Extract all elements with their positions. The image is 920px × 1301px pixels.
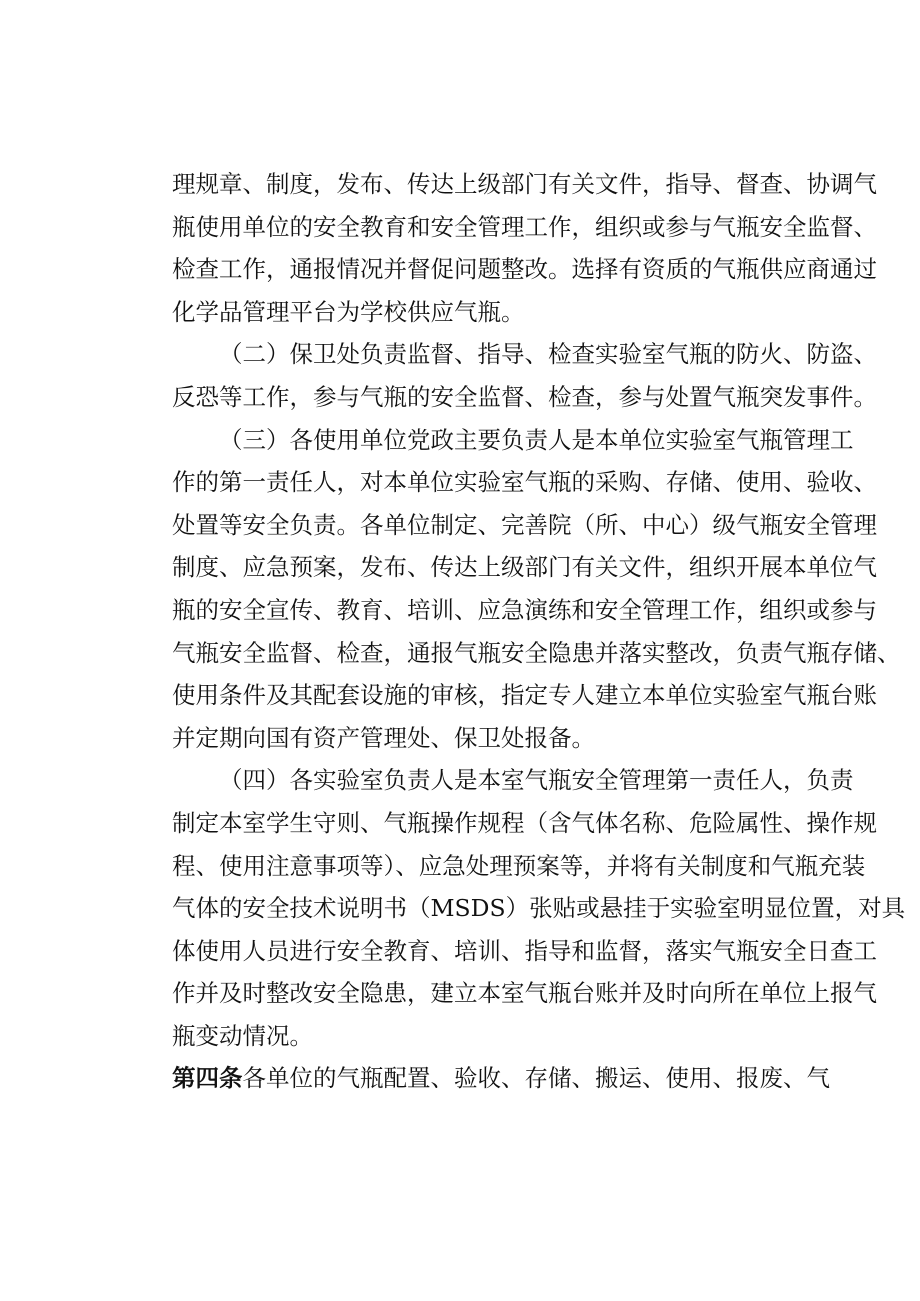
text-line: 瓶的安全宣传、教育、培训、应急演练和安全管理工作，组织或参与 (172, 595, 877, 624)
article-4-line (172, 1057, 830, 1100)
document-body (172, 163, 906, 1100)
text-line: 瓶使用单位的安全教育和安全管理工作，组织或参与气瓶安全监督、 (172, 212, 877, 241)
text-line: 作并及时整改安全隐患，建立本室气瓶台账并及时向所在单位上报气 (172, 979, 877, 1008)
paragraph-2-start: （二）保卫处负责监督、指导、检查实验室气瓶的防火、防盗、 (219, 340, 877, 369)
paragraph-4-start: （四）各实验室负责人是本室气瓶安全管理第一责任人，负责 (219, 766, 854, 795)
text-line: 制度、应急预案，发布、传达上级部门有关文件，组织开展本单位气 (172, 553, 877, 582)
article-4-label: 第四条 (172, 1064, 243, 1093)
text-line: 并定期向国有资产管理处、保卫处报备。 (172, 723, 595, 752)
text-line: 作的第一责任人，对本单位实验室气瓶的采购、存储、使用、验收、 (172, 468, 877, 497)
text-line: 气体的安全技术说明书（MSDS）张贴或悬挂于实验室明显位置，对具 (172, 894, 906, 923)
text-line: 理规章、制度，发布、传达上级部门有关文件，指导、督查、协调气 (172, 170, 877, 198)
text-line: 瓶变动情况。 (172, 1021, 313, 1050)
text-line: 反恐等工作，参与气瓶的安全监督、检查，参与处置气瓶突发事件。 (172, 382, 877, 411)
text-line: 检查工作，通报情况并督促问题整改。选择有资质的气瓶供应商通过 (172, 255, 877, 284)
text-line: 程、使用注意事项等）、应急处理预案等，并将有关制度和气瓶充装 (172, 851, 866, 880)
text-line: 化学品管理平台为学校供应气瓶。 (172, 297, 525, 326)
text-line: 使用条件及其配套设施的审核，指定专人建立本单位实验室气瓶台账 (172, 681, 877, 710)
text-line: 体使用人员进行安全教育、培训、指导和监督，落实气瓶安全日查工 (172, 936, 877, 965)
text-line: 处置等安全负责。各单位制定、完善院（所、中心）级气瓶安全管理 (172, 510, 877, 539)
paragraph-3-start: （三）各使用单位党政主要负责人是本单位实验室气瓶管理工 (219, 425, 854, 454)
article-4-text: 各单位的气瓶配置、验收、存储、搬运、使用、报废、气 (242, 1064, 830, 1093)
text-line: 制定本室学生守则、气瓶操作规程（含气体名称、危险属性、操作规 (172, 808, 877, 837)
text-line: 气瓶安全监督、检查，通报气瓶安全隐患并落实整改，负责气瓶存储、 (172, 638, 901, 667)
